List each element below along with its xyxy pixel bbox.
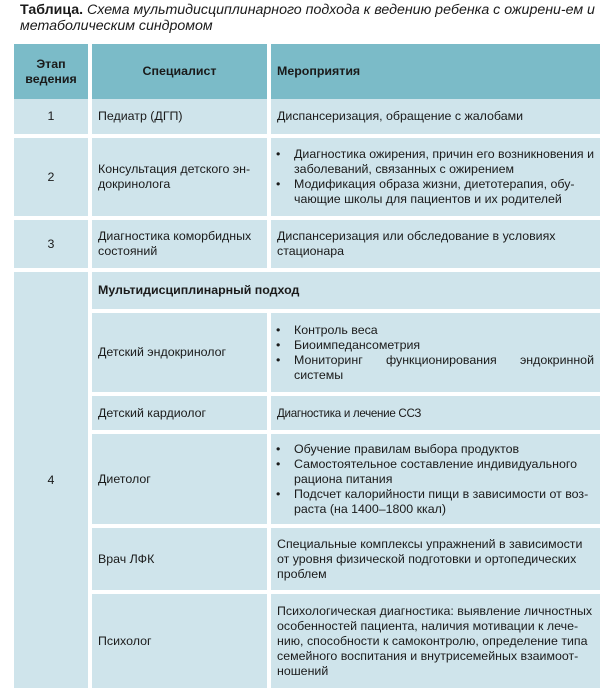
- specialist-name: Детский эндокринолог: [98, 345, 227, 359]
- row4e-specialist: [92, 594, 267, 688]
- subheader-label: Мультидисциплинарный подход: [98, 283, 300, 297]
- specialist-name: Детский кардиолог: [98, 405, 207, 420]
- header-measures: [271, 44, 600, 99]
- row3-measures: [271, 220, 600, 268]
- row1-specialist: [92, 99, 267, 134]
- row4e-measures: [271, 594, 600, 688]
- row4b-measures: [271, 396, 600, 430]
- stage-number: 3: [47, 236, 55, 251]
- specialist-name: Врач ЛФК: [98, 551, 155, 566]
- measures-item: • Контроль веса: [271, 323, 594, 338]
- measures-text: Диспансеризация или обследование в условиях стационара: [277, 229, 556, 258]
- caption-label: Таблица.: [20, 2, 84, 18]
- row4-stage: [14, 272, 88, 688]
- measures-item: • Мониторинг функционирования эндокринной системы: [271, 353, 594, 383]
- measures-list: [271, 147, 596, 207]
- row2-measures: [271, 138, 600, 216]
- row4c-specialist: [92, 434, 267, 524]
- specialist-name: Психолог: [98, 633, 152, 648]
- row3-stage: [14, 220, 88, 268]
- table-caption: [20, 2, 605, 34]
- measures-list: [271, 442, 596, 517]
- caption-text: Схема мультидисциплинарного подхода к ведению ребенка с ожирени-ем и метаболическим синдромом: [20, 2, 595, 34]
- measures-list: [271, 323, 594, 383]
- header-measures-label: Мероприятия: [277, 64, 361, 78]
- row4b-specialist: [92, 396, 267, 430]
- header-stage-label: Этап ведения: [25, 56, 77, 86]
- specialist-name: Диетолог: [98, 471, 151, 486]
- measures-item: • Модификация образа жизни, диетотерапия, обу-чающие школы для пациентов и их родителей: [271, 177, 596, 207]
- measures-text: Диспансеризация, обращение с жалобами: [277, 109, 524, 123]
- row4-subheader: [92, 272, 600, 309]
- stage-number: 4: [47, 472, 55, 487]
- row4a-specialist: [92, 313, 267, 392]
- measures-text: Диагностика и лечение ССЗ: [277, 406, 422, 420]
- row1-stage: [14, 99, 88, 134]
- stage-number: 2: [47, 169, 55, 184]
- header-specialist-label: Специалист: [142, 64, 217, 78]
- measures-text: Психологическая диагностика: выявление личностных особенностей пациента, наличия мотивации к лече-нию, способности к самоконтролю, определение типа семейного воспитания и внутрисемейных взаимоот-ношений: [277, 603, 593, 678]
- specialist-name: Консультация детского эн-докринолога: [98, 162, 251, 191]
- row3-specialist: [92, 220, 267, 268]
- row2-stage: [14, 138, 88, 216]
- measures-item: • Подсчет калорийности пищи в зависимости от воз-раста (на 1400–1800 ккал): [271, 487, 596, 517]
- row4d-specialist: [92, 528, 267, 590]
- stage-number: 1: [47, 109, 55, 123]
- specialist-name: Педиатр (ДГП): [98, 109, 183, 123]
- row4a-measures: [271, 313, 600, 392]
- row2-specialist: [92, 138, 267, 216]
- measures-text: Специальные комплексы упражнений в зависимости от уровня физической подготовки и ортопедических проблем: [277, 536, 583, 581]
- row4d-measures: [271, 528, 600, 590]
- measures-item: • Биоимпедансометрия: [271, 338, 594, 353]
- specialist-name: Диагностика коморбидных состояний: [98, 229, 252, 258]
- row1-measures: [271, 99, 600, 134]
- measures-item: • Самостоятельное составление индивидуального рациона питания: [271, 457, 596, 487]
- row4c-measures: [271, 434, 600, 524]
- measures-item: • Обучение правилам выбора продуктов: [271, 442, 596, 457]
- measures-item: • Диагностика ожирения, причин его возникновения и заболеваний, связанных с ожирением: [271, 147, 596, 177]
- header-specialist: [92, 44, 267, 99]
- header-stage: [14, 44, 88, 99]
